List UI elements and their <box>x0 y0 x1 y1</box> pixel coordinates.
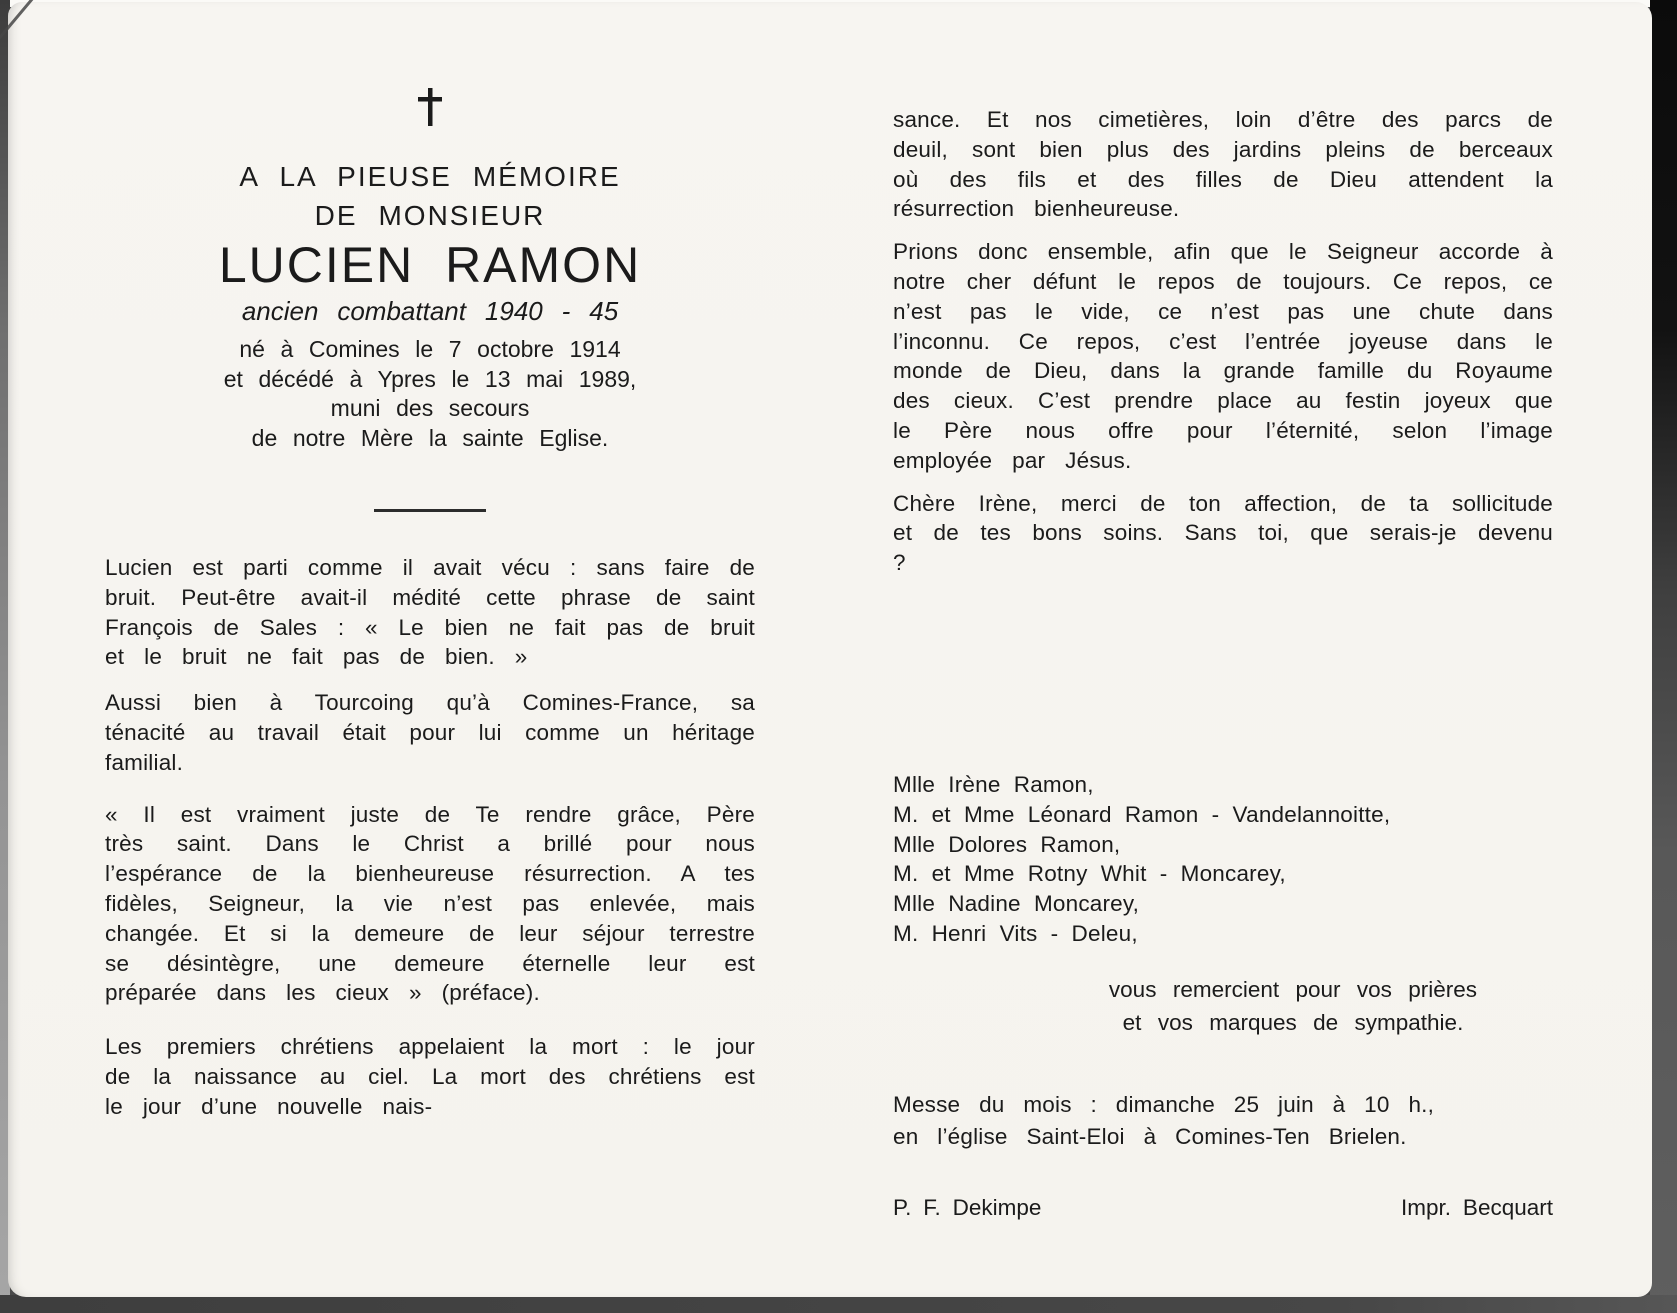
section-divider <box>374 509 486 512</box>
pieuse-memoire-line: A LA PIEUSE MÉMOIRE <box>239 161 621 192</box>
family-name: Mlle Dolores Ramon, <box>893 831 1121 857</box>
family-names-list <box>893 770 1553 949</box>
thanks-line: et vos marques de sympathie. <box>1122 1009 1464 1035</box>
right-column <box>893 105 1553 1221</box>
mass-announcement <box>893 1089 1553 1153</box>
vital-info <box>105 335 755 453</box>
vital-line: et décédé à Ypres le 13 mai 1989, <box>223 365 637 392</box>
thanks-block <box>1033 973 1553 1039</box>
vital-line: né à Comines le 7 octobre 1914 <box>239 336 621 362</box>
paragraph: Lucien est parti comme il avait vécu : sans faire de bruit. Peut-être avait-il médité cette phrase de saint François de Sales : « Le bien ne fait pas de bruit et le bruit ne fait pas de bien. » <box>105 555 755 670</box>
scan-edge-right <box>1650 0 1677 1313</box>
paragraph: Les premiers chrétiens appelaient la mort : le jour de la naissance au ciel. La mort des chrétiens est le jour d’une nouvelle nais- <box>105 1034 755 1119</box>
paragraph: « Il est vraiment juste de Te rendre grâce, Père très saint. Dans le Christ a brillé pour nous l’espérance de la bienheureuse résurrection. A tes fidèles, Seigneur, la vie n’est pas enlevée, mais changée. Et si la demeure de leur séjour terrestre se désintègre, une demeure éternelle leur est préparée dans les cieux » (préface). <box>105 801 755 1006</box>
thanks-line: vous remercient pour vos prières <box>1108 976 1478 1002</box>
deceased-name: LUCIEN RAMON <box>218 237 642 293</box>
family-name: M. Henri Vits - Deleu, <box>893 920 1138 946</box>
mass-line: en l’église Saint-Eloi à Comines-Ten Brielen. <box>893 1123 1407 1149</box>
family-name: M. et Mme Léonard Ramon - Vandelannoitte, <box>893 801 1391 827</box>
family-name: M. et Mme Rotny Whit - Moncarey, <box>893 861 1286 887</box>
vital-line: de notre Mère la sainte Eglise. <box>251 424 609 451</box>
memorial-header <box>105 88 755 512</box>
celebrant-name: P. F. Dekimpe <box>893 1194 1042 1220</box>
paragraph: sance. Et nos cimetières, loin d’être des parcs de deuil, sont bien plus des jardins pleins de berceaux où des fils et des filles de Dieu attendent la résurrection bienheureuse. <box>893 107 1553 222</box>
footer-row <box>893 1195 1553 1221</box>
left-column <box>105 88 755 1122</box>
paragraph: Aussi bien à Tourcoing qu’à Comines-France, sa ténacité au travail était pour lui comme un héritage familial. <box>105 690 755 775</box>
printer-name: Impr. Becquart <box>1401 1194 1553 1220</box>
cross-icon <box>417 88 443 126</box>
mass-line: Messe du mois : dimanche 25 juin à 10 h., <box>893 1091 1435 1117</box>
paragraph: Chère Irène, merci de ton affection, de ta sollicitude et de tes bons soins. Sans toi, que serais-je devenu ? <box>893 490 1553 576</box>
family-name: Mlle Irène Ramon, <box>893 771 1094 797</box>
scan-edge-bottom <box>0 1295 1677 1313</box>
paragraph: Prions donc ensemble, afin que le Seigneur accorde à notre cher défunt le repos de toujours. Ce repos, ce n’est pas le vide, ce n’est pas une chute dans l’inconnu. Ce repos, c’est l’entrée joyeuse dans le monde de Dieu, dans la grande famille du Royaume des cieux. C’est prendre place au festin joyeux que le Père nous offre pour l’éternité, selon l’image employée par Jésus. <box>893 239 1553 473</box>
vital-line: muni des secours <box>330 395 530 421</box>
memorial-text-left <box>105 553 755 1122</box>
memorial-card <box>8 2 1652 1297</box>
de-monsieur-line: DE MONSIEUR <box>314 200 546 231</box>
veteran-subtitle: ancien combattant 1940 - 45 <box>241 296 619 326</box>
family-name: Mlle Nadine Moncarey, <box>893 891 1140 917</box>
